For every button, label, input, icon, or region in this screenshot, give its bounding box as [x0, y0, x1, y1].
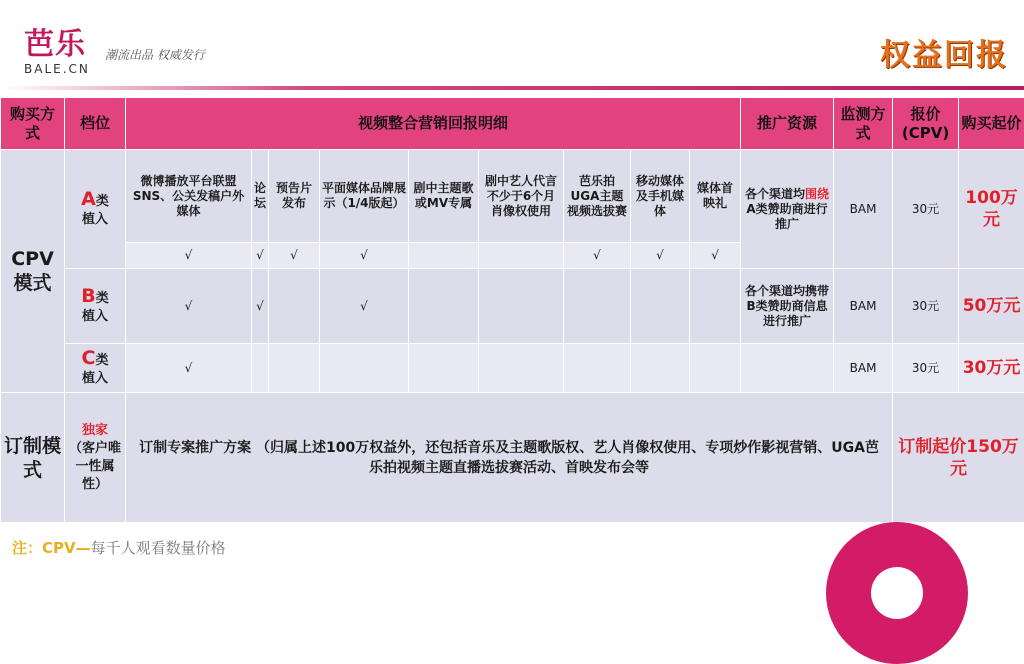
promo-c-cell	[741, 344, 834, 393]
sub-weibo: 微博播放平台联盟SNS、公关发稿户外媒体	[126, 150, 252, 243]
bale-logo	[24, 30, 90, 76]
tier-a-cell	[65, 150, 126, 269]
tier-a-text: 类	[96, 194, 109, 209]
sub-theme-song: 剧中主题歌或MV专属	[409, 150, 479, 243]
check-trailer-a: √	[269, 243, 320, 269]
check-theme-b	[409, 269, 479, 344]
tier-c-cell	[65, 344, 126, 393]
monitor-a: BAM	[834, 150, 893, 269]
sub-forum: 论坛	[252, 150, 269, 243]
table-row	[1, 269, 1024, 344]
col-promo: 推广资源	[741, 98, 834, 150]
tier-c-text: 类	[95, 353, 108, 368]
check-theme-a	[409, 243, 479, 269]
check-uga-b	[564, 269, 631, 344]
slogan: 潮流出品 权威发行	[105, 46, 205, 63]
col-detail: 视频整合营销回报明细	[126, 98, 741, 150]
sub-uga: 芭乐拍UGA主题视频选拔赛	[564, 150, 631, 243]
page-title: 权益回报	[880, 30, 1008, 74]
price-b: 50万元	[959, 269, 1024, 344]
monitor-c: BAM	[834, 344, 893, 393]
check-premiere-a: √	[690, 243, 741, 269]
check-forum-c	[252, 344, 269, 393]
tier-a-text2: 植入	[82, 212, 108, 227]
check-uga-a: √	[564, 243, 631, 269]
sub-mobile: 移动媒体及手机媒体	[631, 150, 690, 243]
sub-print: 平面媒体品牌展示（1/4版起）	[320, 150, 409, 243]
price-c: 30万元	[959, 344, 1024, 393]
quote-c: 30元	[893, 344, 959, 393]
check-uga-c	[564, 344, 631, 393]
table-row	[1, 393, 1024, 523]
check-trailer-b	[269, 269, 320, 344]
promo-a-cell	[741, 150, 834, 269]
quote-b: 30元	[893, 269, 959, 344]
sub-artist: 剧中艺人代言不少于6个月肖像权使用	[479, 150, 564, 243]
check-weibo-a: √	[126, 243, 252, 269]
cpv-mode-cell: CPV模式	[1, 150, 65, 393]
tier-b-text2: 植入	[82, 309, 108, 324]
col-min-price: 购买起价	[959, 98, 1024, 150]
col-monitor: 监测方式	[834, 98, 893, 150]
check-mobile-c	[631, 344, 690, 393]
check-forum-b: √	[252, 269, 269, 344]
tier-c-letter: C	[82, 347, 96, 369]
check-artist-a	[479, 243, 564, 269]
header-row	[1, 98, 1024, 150]
tier-c-text2: 植入	[82, 371, 108, 386]
check-weibo-c: √	[126, 344, 252, 393]
tier-b-letter: B	[81, 285, 95, 307]
col-quote: 报价(CPV)	[893, 98, 959, 150]
tier-b-text: 类	[96, 291, 109, 306]
col-buy-mode: 购买方式	[1, 98, 65, 150]
sub-trailer: 预告片发布	[269, 150, 320, 243]
tier-a-letter: A	[81, 188, 96, 210]
promo-b-cell: 各个渠道均携带B类赞助商信息进行推广	[741, 269, 834, 344]
col-tier: 档位	[65, 98, 126, 150]
check-mobile-a: √	[631, 243, 690, 269]
logo-mark: 芭乐	[24, 30, 90, 60]
check-theme-c	[409, 344, 479, 393]
exclusive-label: 独家	[82, 423, 108, 438]
quote-a: 30元	[893, 150, 959, 269]
footnote	[12, 537, 226, 558]
check-artist-c	[479, 344, 564, 393]
check-mobile-b	[631, 269, 690, 344]
custom-mode-cell: 订制模式	[1, 393, 65, 523]
header-divider	[0, 86, 1024, 90]
sub-premiere: 媒体首映礼	[690, 150, 741, 243]
promo-a-post: A类赞助商进行推广	[746, 202, 827, 231]
check-trailer-c	[269, 344, 320, 393]
promo-a-pre: 各个渠道均	[745, 187, 805, 201]
ring-inner	[871, 567, 923, 619]
footnote-text: 每千人观看数量价格	[91, 539, 226, 557]
check-print-c	[320, 344, 409, 393]
logo-domain: BALE.CN	[24, 62, 90, 76]
check-weibo-b: √	[126, 269, 252, 344]
check-premiere-c	[690, 344, 741, 393]
table-row	[1, 150, 1024, 243]
check-forum-a: √	[252, 243, 269, 269]
custom-price: 订制起价150万元	[893, 393, 1024, 523]
check-print-a: √	[320, 243, 409, 269]
footnote-prefix: 注：CPV—	[12, 539, 91, 557]
custom-desc: 订制专案推广方案 （归属上述100万权益外，还包括音乐及主题歌版权、艺人肖像权使用、专项炒作影视营销、UGA芭乐拍视频主题直播选拔赛活动、首映发布会等	[126, 393, 893, 523]
tier-b-cell	[65, 269, 126, 344]
monitor-b: BAM	[834, 269, 893, 344]
table-row	[1, 344, 1024, 393]
price-a: 100万元	[959, 150, 1024, 269]
exclusive-desc: （客户唯一性属性）	[69, 441, 121, 492]
check-premiere-b	[690, 269, 741, 344]
ring-decoration	[826, 522, 968, 664]
check-print-b: √	[320, 269, 409, 344]
check-artist-b	[479, 269, 564, 344]
exclusive-cell	[65, 393, 126, 523]
promo-a-highlight: 围绕	[805, 187, 829, 201]
rights-table	[0, 97, 1024, 523]
